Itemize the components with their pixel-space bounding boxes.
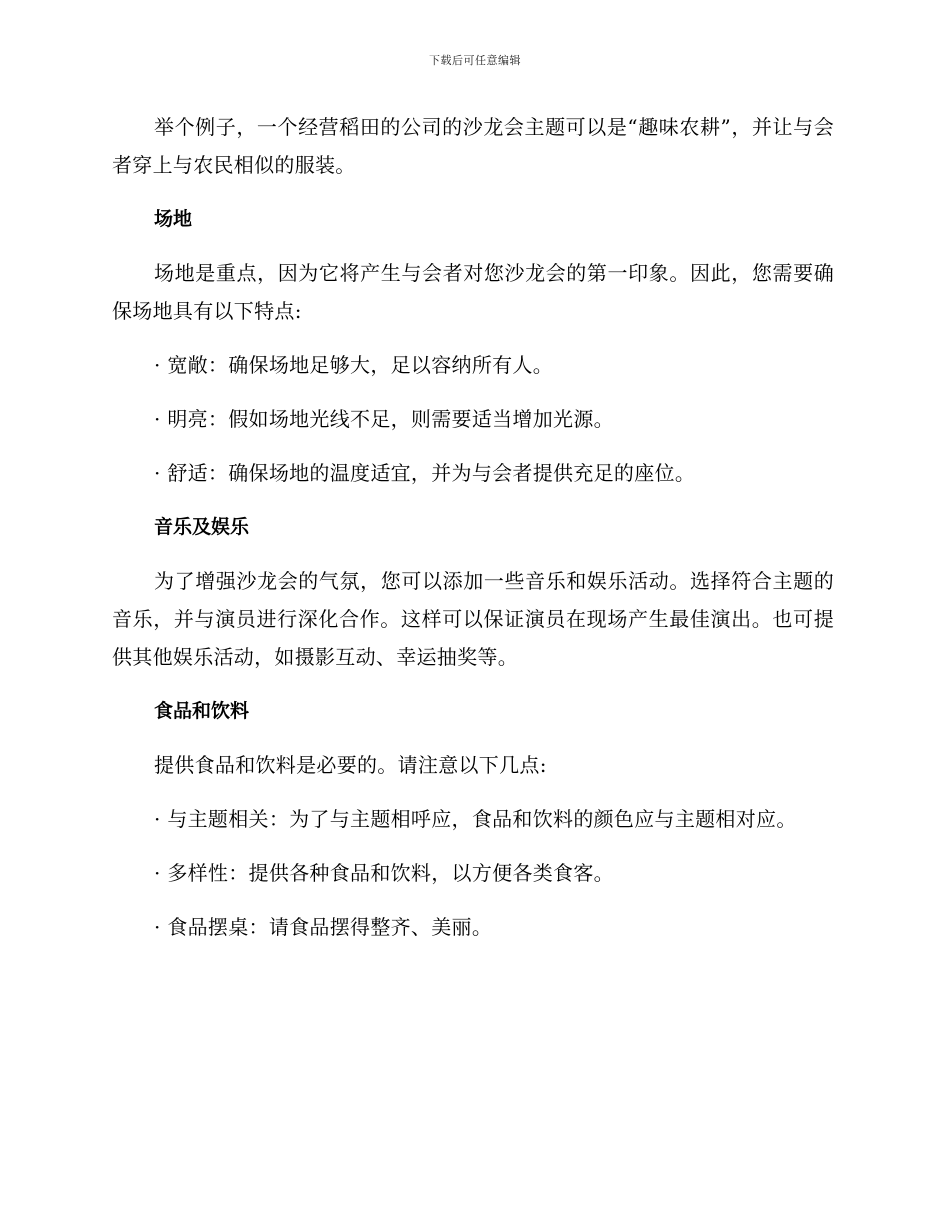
spacer [112, 330, 834, 346]
food-bullet-variety: · 多样性：提供各种食品和饮料，以方便各类食客。 [154, 861, 614, 885]
venue-paragraph: 场地是重点，因为它将产生与会者对您沙龙会的第一印象。因此，您需要确保场地具有以下特点: [112, 261, 834, 323]
header-note: 下载后可任意编辑 [429, 54, 521, 67]
venue-bullet-spacious: · 宽敞：确保场地足够大，足以容纳所有人。 [154, 353, 554, 377]
music-paragraph: 为了增强沙龙会的气氛，您可以添加一些音乐和娱乐活动。选择符合主题的音乐，并与演员进行深化合作。这样可以保证演员在现场产生最佳演出。也可提供其他娱乐活动，如摄影互动、幸运抽奖等。 [112, 569, 834, 669]
spacer [112, 184, 834, 200]
spacer [112, 676, 834, 692]
section-heading-food: 食品和饮料 [154, 700, 250, 722]
food-bullet-theme: · 与主题相关：为了与主题相呼应，食品和饮料的颜色应与主题相对应。 [154, 807, 797, 831]
spacer [112, 838, 834, 854]
food-paragraph: 提供食品和饮料是必要的。请注意以下几点: [154, 753, 547, 777]
spacer [112, 784, 834, 800]
section-heading-music: 音乐及娱乐 [154, 516, 250, 538]
spacer [112, 546, 834, 562]
spacer [112, 730, 834, 746]
spacer [112, 438, 834, 454]
venue-bullet-comfortable: · 舒适：确保场地的温度适宜，并为与会者提供充足的座位。 [154, 461, 696, 485]
document-body [112, 108, 834, 946]
food-bullet-presentation: · 食品摆桌：请食品摆得整齐、美丽。 [154, 915, 493, 939]
venue-bullet-bright: · 明亮：假如场地光线不足，则需要适当增加光源。 [154, 407, 614, 431]
spacer [112, 892, 834, 908]
section-heading-venue: 场地 [154, 208, 193, 230]
spacer [112, 384, 834, 400]
spacer [112, 238, 834, 254]
spacer [112, 492, 834, 508]
intro-paragraph: 举个例子，一个经营稻田的公司的沙龙会主题可以是“趣味农耕”，并让与会者穿上与农民相似的服装。 [112, 115, 834, 177]
